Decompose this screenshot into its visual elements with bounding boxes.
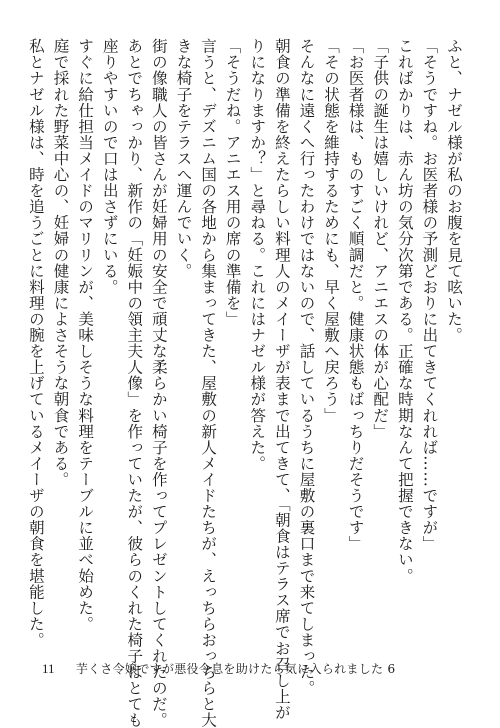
text-line: 街の像職人の皆さんが妊婦用の安全で頑丈な柔らかい椅子を作ってプレゼントしてくれたのだ。	[149, 38, 168, 728]
page-footer	[42, 660, 395, 677]
text-line: そんなに遠くへ行ったわけではないので、話しているうちに屋敷の裏口まで来てしまった。	[297, 38, 316, 697]
text-line: 庭で採れた野菜中心の、妊婦の健康によさそうな朝食である。	[51, 38, 70, 488]
text-line: りになりますか？」と尋ねる。これにはナゼル様が答えた。	[248, 38, 267, 472]
text-line: 言うと、デズニム国の各地から集まってきた、屋敷の新人メイドたちが、えっちらおっちらと大	[199, 38, 218, 728]
text-line: すぐに給仕担当メイドのマリリンが、美味しそうな料理をテーブルに並べ始めた。	[76, 38, 95, 632]
text-line: こればかりは、赤ん坊の気分次第である。正確な時期なんて把握できない。	[395, 38, 414, 584]
text-line: 私とナゼル様は、時を追うごとに料理の腕を上げているメイーザの朝食を堪能した。	[26, 38, 45, 648]
text-line: 朝食の準備を終えたらしい料理人のメイーザが表まで出てきて、「朝食はテラス席でお召し上が	[272, 38, 291, 721]
text-line: 「子供の誕生は嬉しいけれど、アニエスの体が心配だ」	[371, 38, 390, 440]
running-title: 芋くさ令嬢ですが悪役令息を助けたら気に入られました 6	[75, 662, 396, 676]
text-line: 「お医者様は、ものすごく順調だと。健康状態もばっちりだそうです」	[346, 38, 365, 552]
text-line: あとでちゃっかり、新作の「妊娠中の領主夫人像」を作っていたが、彼らのくれた椅子はとても	[125, 38, 144, 728]
text-line: 「そうだね。アニエス用の席の準備を」	[223, 38, 242, 327]
text-line: 「その状態を維持するためにも、早く屋敷へ戻ろう」	[322, 38, 341, 424]
text-line: 座りやすいので口は出さずにいる。	[100, 38, 119, 295]
text-line: ふと、ナゼル様が私のお腹を見て呟いた。	[445, 38, 463, 343]
page-number: 11	[42, 661, 55, 676]
text-line: 「そうですね。お医者様の予測どおりに出てきてくれれば……ですが」	[420, 38, 439, 552]
text-line: きな椅子をテラスへ運んでいく。	[174, 38, 193, 279]
